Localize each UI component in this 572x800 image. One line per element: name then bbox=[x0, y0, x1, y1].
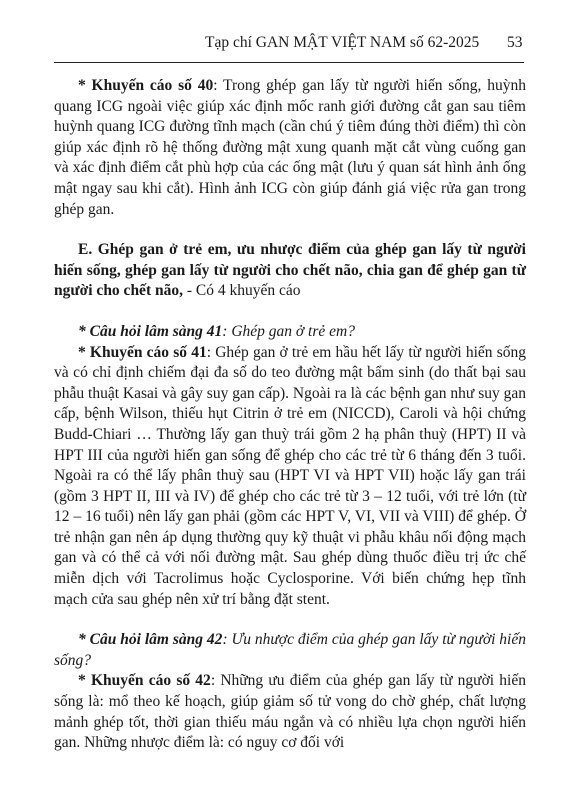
journal-title: Tạp chí GAN MẬT VIỆT NAM số 62-2025 bbox=[205, 34, 480, 51]
recommendation-41-text: : Ghép gan ở trẻ em hầu hết lấy từ người hiến sống và có chỉ định chiếm đại đa số do teo đường mật bẩm sinh (do thất bại sau phẫu thuật Kasai và gây suy gan cấp). Ngoài ra là các bệnh gan như suy gan cấp, bệnh Wilson, thiếu hụt Citrin ở trẻ em (NICCD), Caroli và hội chứng Budd-Chiari … Thường lấy gan thuỳ trái gồm 2 hạ phân thuỳ (HPT) II và HPT III của người hiến gan sống để ghép cho các trẻ từ 6 tháng đến 3 tuổi. Ngoài ra có thể lấy phân thuỳ sau (HPT VI và HPT VII) hoặc lấy gan trái (gồm 3 HPT II, III và IV) để ghép cho các trẻ từ 3 – 12 tuổi, với trẻ lớn (từ 12 – 16 tuổi) nên lấy gan phải (gồm các HPT V, VI, VII và VIII) để ghép. Ở trẻ nhận gan nên áp dụng thường quy kỹ thuật vi phẫu khâu nối động mạch gan và có thể cả với nối đường mật. Sau ghép dùng thuốc điều trị ức chế miễn dịch với Tacrolimus hoặc Cyclosporine. Với biến chứng hẹp tĩnh mạch cửa sau ghép nên xử trí bằng đặt stent. bbox=[54, 343, 526, 608]
section-e-heading bbox=[54, 240, 526, 302]
recommendation-41 bbox=[54, 343, 526, 611]
recommendation-42-text: : Những ưu điểm của ghép gan lấy từ người hiến sống là: mổ theo kế hoạch, giúp giảm số tử vong do chờ ghép, chất lượng mảnh ghép tốt, thời gian thiếu máu ngắn và có nhiều lựa chọn người hiến gan. Những nhược điểm là: có nguy cơ đối với bbox=[54, 672, 526, 752]
clinical-question-42-text: : Ưu nhược điểm của ghép gan lấy từ người hiến sống? bbox=[54, 631, 526, 669]
section-e-title: E. Ghép gan ở trẻ em, ưu nhược điểm của ghép gan lấy từ người hiến sống, ghép gan lấy từ người cho chết não, chia gan để ghép gan từ người cho chết não, bbox=[54, 241, 526, 300]
section-e-count: - Có 4 khuyến cáo bbox=[182, 282, 301, 300]
recommendation-42 bbox=[54, 671, 526, 753]
clinical-question-41 bbox=[54, 322, 526, 343]
clinical-question-41-text: : Ghép gan ở trẻ em? bbox=[222, 322, 355, 340]
recommendation-40-text: : Trong ghép gan lấy từ người hiến sống, huỳnh quang ICG ngoài việc giúp xác định mốc ranh giới đường cắt gan sau tiêm huỳnh quang ICG đường tĩnh mạch (cần chú ý tiêm đúng thời điểm) thì còn giúp xác định rõ hệ thống đường mật xung quanh mặt cắt vùng cuống gan và xác định điểm cắt phù hợp của các ống mật (lưu ý quan sát hình ảnh ống mật ngay sau khi cắt). Hình ảnh ICG còn giúp đánh giá việc rửa gan trong ghép gan. bbox=[54, 77, 526, 218]
clinical-question-42-label: * Câu hỏi lâm sàng 42 bbox=[78, 631, 223, 649]
recommendation-41-label: * Khuyến cáo số 41 bbox=[78, 343, 207, 361]
recommendation-40 bbox=[54, 76, 526, 220]
article-body bbox=[54, 76, 526, 754]
clinical-question-41-label: * Câu hỏi lâm sàng 41 bbox=[78, 322, 223, 340]
header-rule bbox=[54, 62, 524, 63]
clinical-question-42 bbox=[54, 630, 526, 671]
page-number: 53 bbox=[507, 34, 523, 51]
recommendation-42-label: * Khuyến cáo số 42 bbox=[78, 672, 211, 690]
running-header bbox=[0, 34, 572, 58]
recommendation-40-label: * Khuyến cáo số 40 bbox=[78, 77, 214, 94]
